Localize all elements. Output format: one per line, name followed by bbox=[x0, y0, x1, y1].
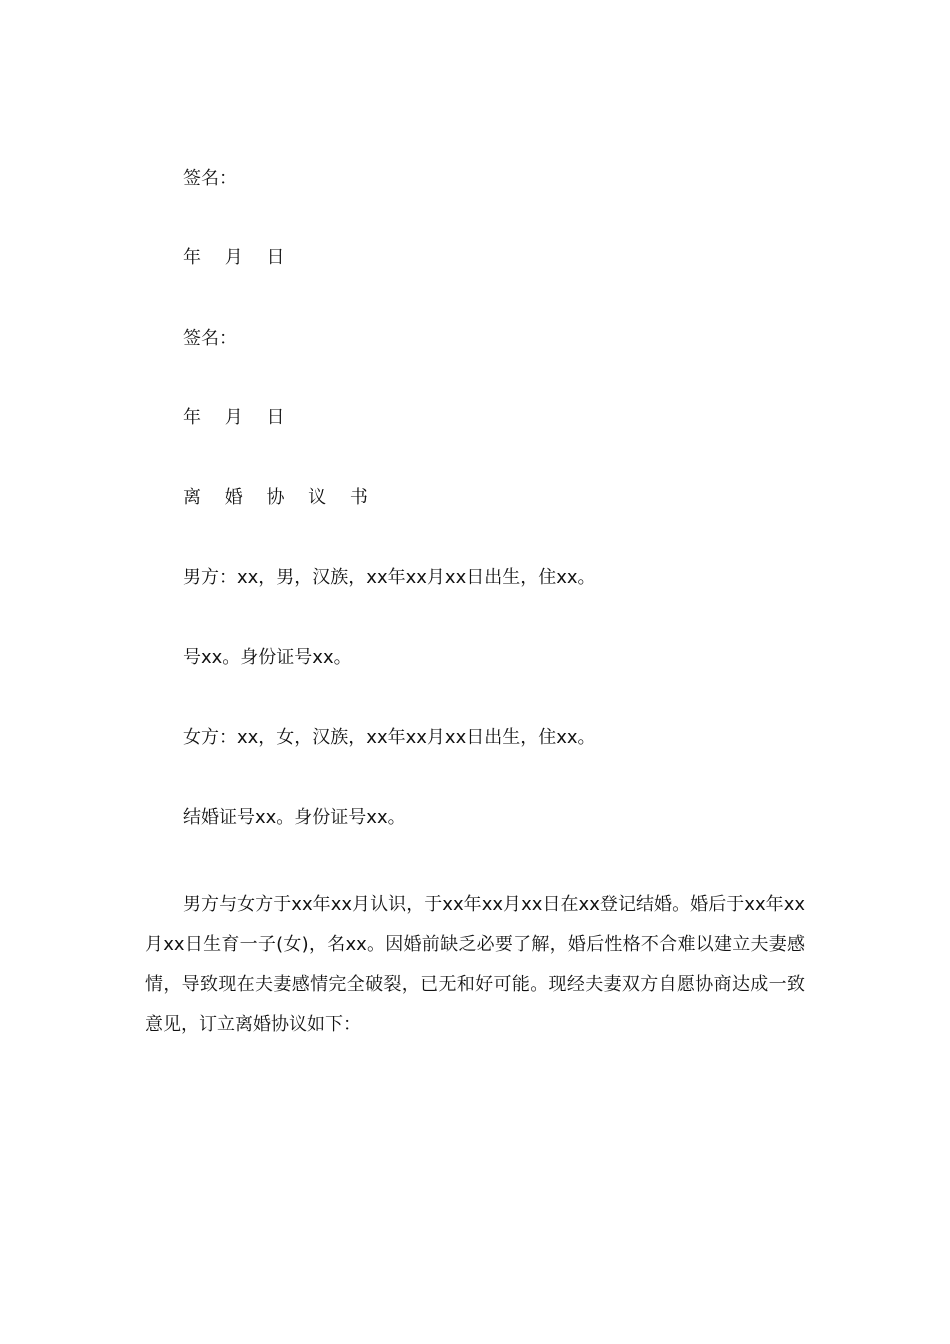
date-line-1: 年 月 日 bbox=[183, 247, 294, 268]
husband-id-line: 号xx。身份证号xx。 bbox=[183, 647, 352, 668]
marriage-cert-line: 结婚证号xx。身份证号xx。 bbox=[183, 807, 406, 828]
husband-info: 男方：xx，男，汉族，xx年xx月xx日出生，住xx。 bbox=[183, 567, 596, 588]
signature-label-2: 签名： bbox=[183, 328, 237, 349]
signature-label-1: 签名： bbox=[183, 168, 237, 189]
agreement-paragraph: 男方与女方于xx年xx月认识，于xx年xx月xx日在xx登记结婚。婚后于xx年xx月xx日生育一子(女)，名xx。因婚前缺乏必要了解，婚后性格不合难以建立夫妻感情，导致现在夫妻感情完全破裂，已无和好可能。现经夫妻双方自愿协商达成一致意见，订立离婚协议如下： bbox=[145, 894, 805, 1035]
document-title: 离 婚 协 议 书 bbox=[183, 487, 377, 508]
wife-info: 女方：xx，女，汉族，xx年xx月xx日出生，住xx。 bbox=[183, 727, 596, 748]
date-line-2: 年 月 日 bbox=[183, 407, 294, 428]
